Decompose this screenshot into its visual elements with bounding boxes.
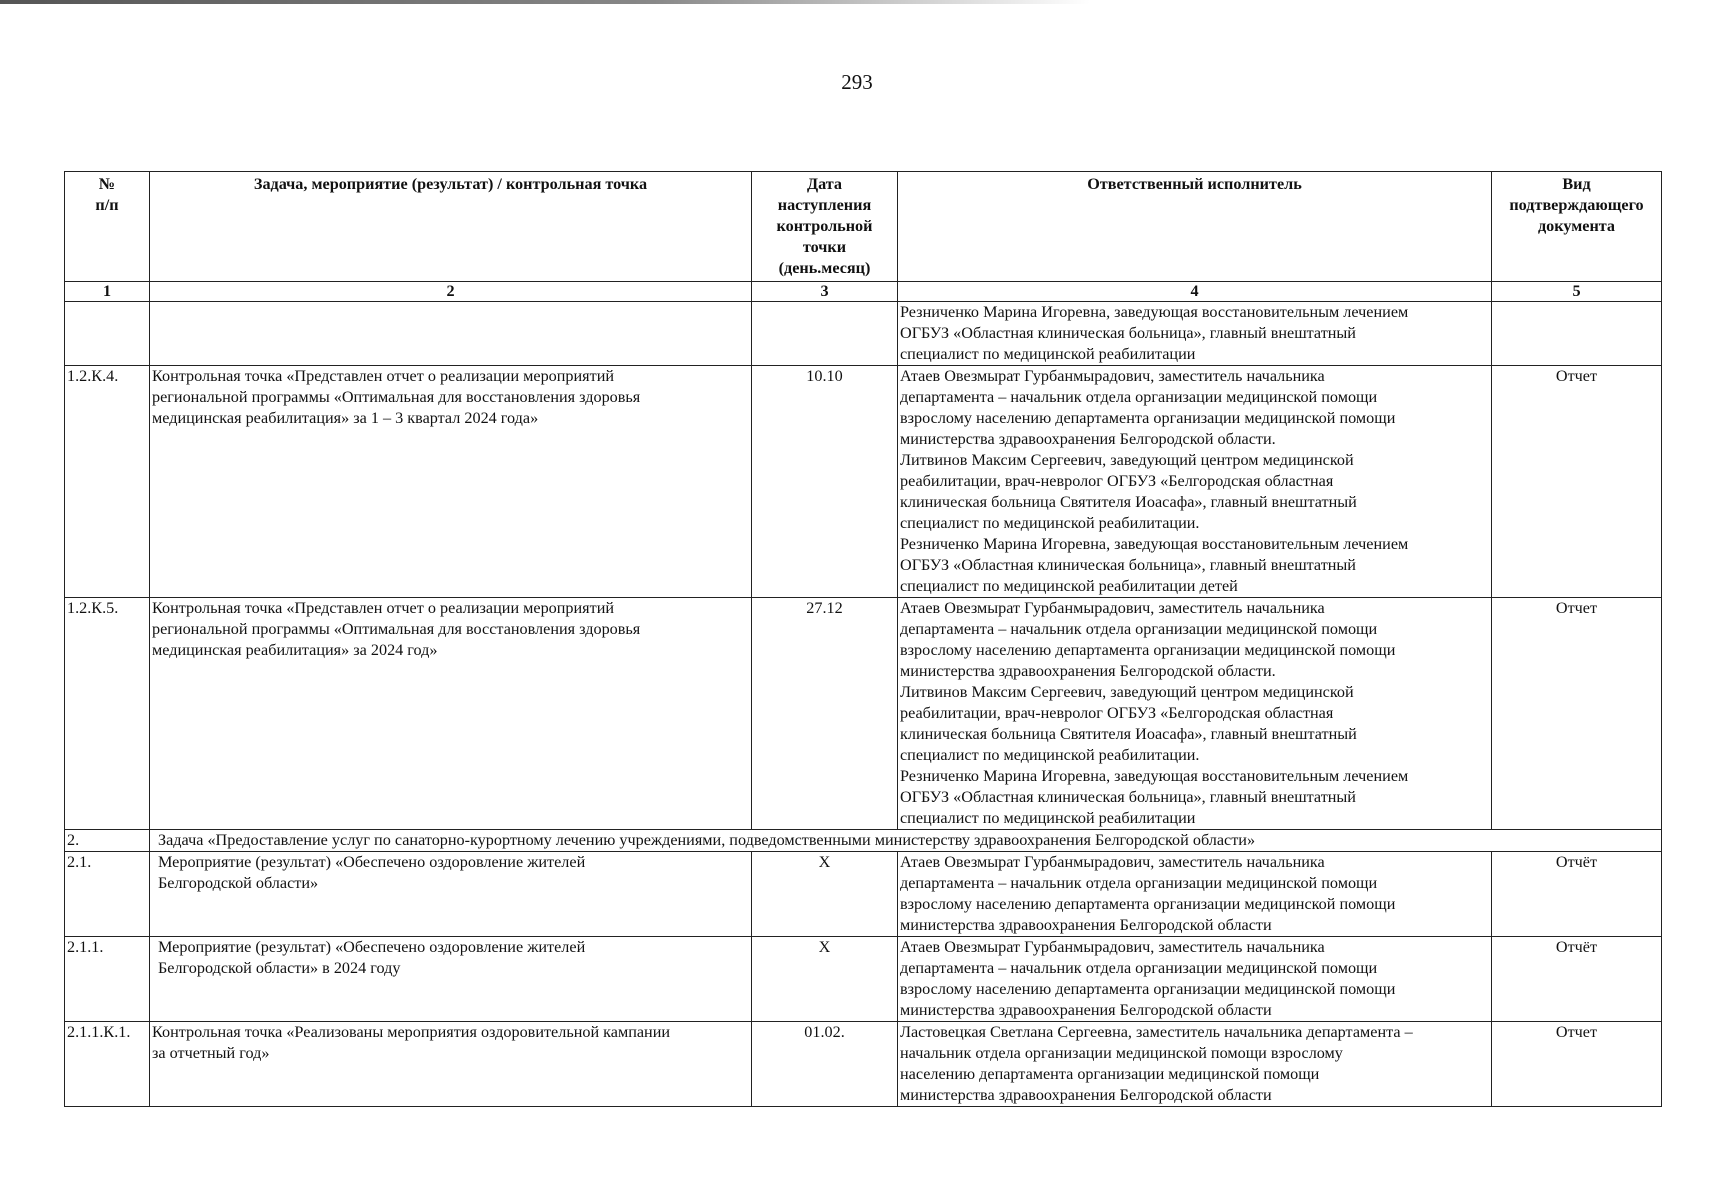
table-row bbox=[65, 852, 1662, 937]
task-row bbox=[65, 830, 1662, 852]
header-row bbox=[65, 172, 1662, 282]
row-task: Контрольная точка «Представлен отчет о реализации мероприятий региональной программы «Оптимальная для восстановления здоровья медицинская реабилитация» за 2024 год» bbox=[150, 598, 752, 830]
row-date: Х bbox=[752, 852, 898, 937]
row-num: 1.2.К.4. bbox=[65, 366, 150, 598]
row-responsible: Ластовецкая Светлана Сергеевна, заместитель начальника департамента – начальник отдела организации медицинской помощи взрослому населению департамента организации медицинской помощи министерства здравоохранения Белгородской области bbox=[898, 1022, 1492, 1107]
row-responsible: Атаев Овезмырат Гурбанмырадович, заместитель начальника департамента – начальник отдела организации медицинской помощи взрослому населению департамента организации медицинской помощи министерства здравоохранения Белгородской области. Литвинов Максим Сергеевич, заведующий центром медицинской реабилитации, врач-невролог ОГБУЗ «Белгородская областная клиническая больница Святителя Иоасафа», главный внештатный специалист по медицинской реабилитации. Резниченко Марина Игоревна, заведующая восстановительным лечением ОГБУЗ «Областная клиническая больница», главный внештатный специалист по медицинской реабилитации детей bbox=[898, 366, 1492, 598]
row-responsible: Резниченко Марина Игоревна, заведующая восстановительным лечением ОГБУЗ «Областная клиническая больница», главный внештатный специалист по медицинской реабилитации bbox=[898, 302, 1492, 366]
row-task: Мероприятие (результат) «Обеспечено оздоровление жителей Белгородской области» bbox=[150, 852, 752, 937]
task-num: 2. bbox=[65, 830, 150, 852]
header-date: Дата наступления контрольной точки (день.месяц) bbox=[752, 172, 898, 282]
row-task: Контрольная точка «Реализованы мероприятия оздоровительной кампании за отчетный год» bbox=[150, 1022, 752, 1107]
row-task: Контрольная точка «Представлен отчет о реализации мероприятий региональной программы «Оптимальная для восстановления здоровья медицинская реабилитация» за 1 – 3 квартал 2024 года» bbox=[150, 366, 752, 598]
header-num: № п/п bbox=[65, 172, 150, 282]
row-num: 1.2.К.5. bbox=[65, 598, 150, 830]
row-num: 2.1.1. bbox=[65, 937, 150, 1022]
row-document: Отчёт bbox=[1492, 937, 1662, 1022]
row-responsible: Атаев Овезмырат Гурбанмырадович, заместитель начальника департамента – начальник отдела организации медицинской помощи взрослому населению департамента организации медицинской помощи министерства здравоохранения Белгородской области bbox=[898, 852, 1492, 937]
table-row bbox=[65, 366, 1662, 598]
header-document: Вид подтверждающего документа bbox=[1492, 172, 1662, 282]
row-date: Х bbox=[752, 937, 898, 1022]
column-number: 4 bbox=[898, 282, 1492, 302]
row-responsible: Атаев Овезмырат Гурбанмырадович, заместитель начальника департамента – начальник отдела организации медицинской помощи взрослому населению департамента организации медицинской помощи министерства здравоохранения Белгородской области. Литвинов Максим Сергеевич, заведующий центром медицинской реабилитации, врач-невролог ОГБУЗ «Белгородская областная клиническая больница Святителя Иоасафа», главный внештатный специалист по медицинской реабилитации. Резниченко Марина Игоревна, заведующая восстановительным лечением ОГБУЗ «Областная клиническая больница», главный внештатный специалист по медицинской реабилитации bbox=[898, 598, 1492, 830]
scan-edge bbox=[0, 0, 1090, 4]
row-num: 2.1.1.К.1. bbox=[65, 1022, 150, 1107]
column-numbers-row bbox=[65, 282, 1662, 302]
row-task: Мероприятие (результат) «Обеспечено оздоровление жителей Белгородской области» в 2024 году bbox=[150, 937, 752, 1022]
table-row bbox=[65, 302, 1662, 366]
column-number: 5 bbox=[1492, 282, 1662, 302]
row-document bbox=[1492, 302, 1662, 366]
header-responsible: Ответственный исполнитель bbox=[898, 172, 1492, 282]
row-document: Отчет bbox=[1492, 1022, 1662, 1107]
plan-table bbox=[64, 171, 1662, 1107]
table-row bbox=[65, 598, 1662, 830]
header-task: Задача, мероприятие (результат) / контрольная точка bbox=[150, 172, 752, 282]
column-number: 2 bbox=[150, 282, 752, 302]
row-document: Отчет bbox=[1492, 598, 1662, 830]
row-date bbox=[752, 302, 898, 366]
page-number: 293 bbox=[841, 70, 873, 94]
task-title: Задача «Предоставление услуг по санаторно-курортному лечению учреждениями, подведомственными министерству здравоохранения Белгородской области» bbox=[150, 830, 1662, 852]
table-row bbox=[65, 1022, 1662, 1107]
column-number: 1 bbox=[65, 282, 150, 302]
row-num: 2.1. bbox=[65, 852, 150, 937]
column-number: 3 bbox=[752, 282, 898, 302]
row-num bbox=[65, 302, 150, 366]
row-responsible: Атаев Овезмырат Гурбанмырадович, заместитель начальника департамента – начальник отдела организации медицинской помощи взрослому населению департамента организации медицинской помощи министерства здравоохранения Белгородской области bbox=[898, 937, 1492, 1022]
row-date: 10.10 bbox=[752, 366, 898, 598]
row-date: 27.12 bbox=[752, 598, 898, 830]
row-document: Отчет bbox=[1492, 366, 1662, 598]
table-row bbox=[65, 937, 1662, 1022]
row-document: Отчёт bbox=[1492, 852, 1662, 937]
row-task bbox=[150, 302, 752, 366]
row-date: 01.02. bbox=[752, 1022, 898, 1107]
